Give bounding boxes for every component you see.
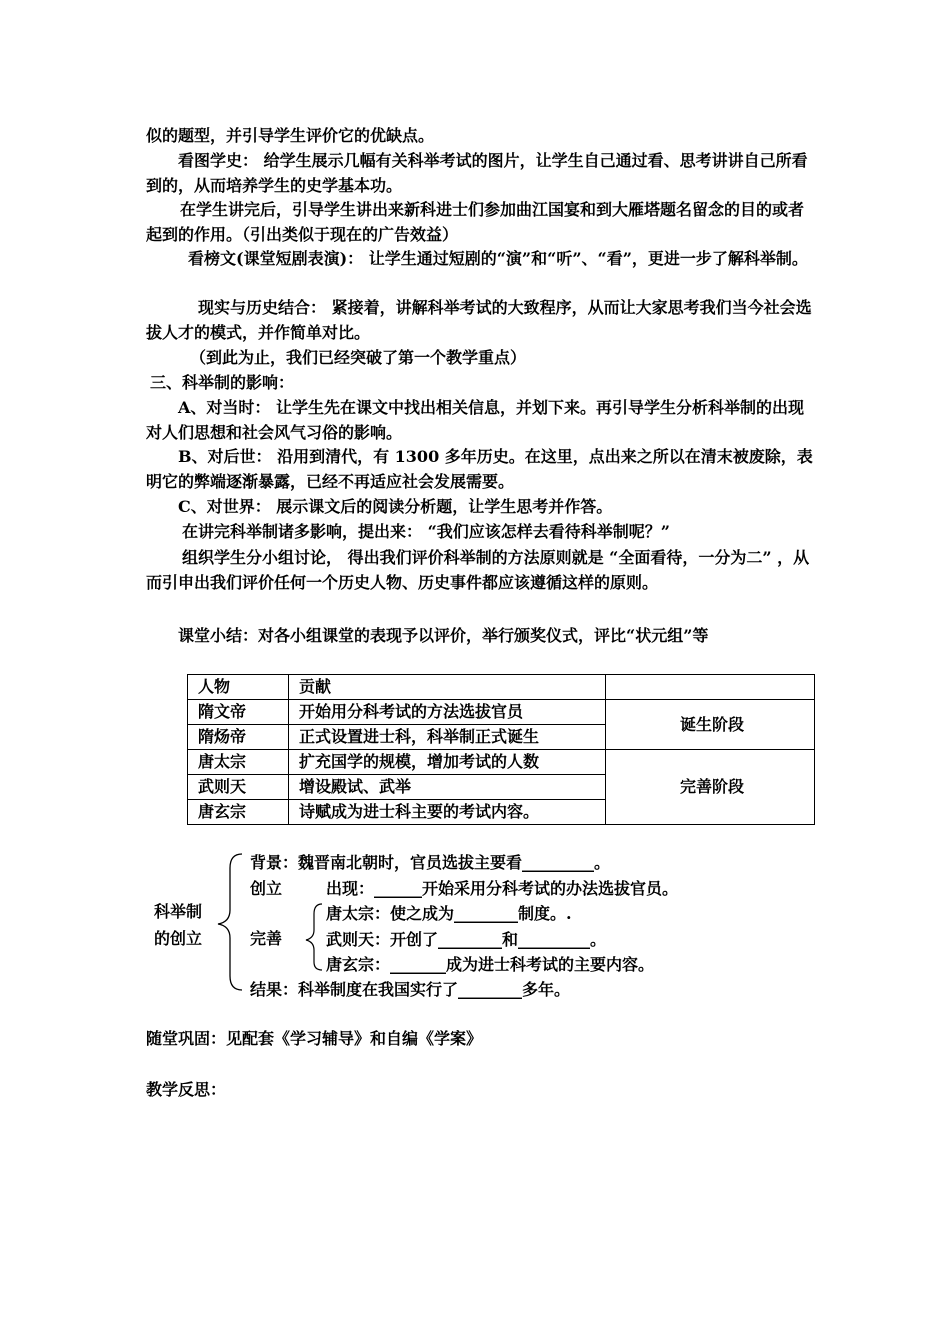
outer-brace xyxy=(218,854,242,990)
table-header-row xyxy=(188,675,815,700)
paragraph-discussion: 组织学生分小组讨论， 得出我们评价科举制的方法原则就是 “全面看待，一分为二” ，从而引申出我们评价任何一个历史人物、历史事件都应该遵循这样的原则。 xyxy=(146,548,810,592)
person-cell: 武则天 xyxy=(188,775,289,800)
person-cell: 隋炀帝 xyxy=(188,725,289,750)
paragraph-1: 似的题型，并引导学生评价它的优缺点。 xyxy=(146,126,435,145)
contribution-cell: 诗赋成为进士科主要的考试内容。 xyxy=(289,800,606,825)
diagram-result: 结果：科举制度在我国实行了________多年。 xyxy=(250,980,571,999)
header-contribution: 贡献 xyxy=(289,675,606,700)
header-person: 人物 xyxy=(188,675,289,700)
paragraph-summary: 课堂小结：对各小组课堂的表现予以评价，举行颁奖仪式，评比“状元组”等 xyxy=(178,626,709,645)
diagram-root-line2: 的创立 xyxy=(154,929,203,948)
paragraph-c: C、对世界： 展示课文后的阅读分析题，让学生思考并作答。 xyxy=(178,497,613,516)
diagram-tang-taizong: 唐太宗：使之成为________制度。. xyxy=(326,904,572,923)
reflection-heading: 教学反思： xyxy=(146,1080,227,1099)
table-row xyxy=(188,700,815,725)
diagram-tang-xuanzong: 唐玄宗：_______成为进士科考试的主要内容。 xyxy=(326,955,655,974)
paragraph-3: 在学生讲完后，引导学生讲出来新科进士们参加曲江国宴和到大雁塔题名留念的目的或者起到的作用。（引出类似于现在的广告效益） xyxy=(146,200,805,244)
diagram-perfect-label: 完善 xyxy=(250,929,283,948)
diagram-root-line1: 科举制 xyxy=(154,902,203,921)
contribution-cell: 开始用分科考试的方法选拔官员 xyxy=(289,700,606,725)
paragraph-b: B、对后世： 沿用到清代，有 1300 多年历史。在这里，点出来之所以在清末被废除，表明它的弊端逐渐暴露，已经不再适应社会发展需要。 xyxy=(146,447,813,491)
paragraph-5: 现实与历史结合： 紧接着，讲解科举考试的大致程序，从而让大家思考我们当今社会选拔人才的模式，并作简单对比。 xyxy=(146,298,812,342)
person-cell: 隋文帝 xyxy=(188,700,289,725)
consolidation-line: 随堂巩固：见配套《学习辅导》和自编《学案》 xyxy=(146,1029,483,1048)
diagram-wu-zetian: 武则天：开创了________和_________。 xyxy=(326,930,607,949)
paragraph-4: 看榜文(课堂短剧表演)： 让学生通过短剧的“演”和“听”、“看”，更进一步了解科举制。 xyxy=(188,249,808,268)
paragraph-6: （到此为止，我们已经突破了第一个教学重点） xyxy=(190,348,527,367)
stage-cell-birth: 诞生阶段 xyxy=(606,700,815,750)
contribution-cell: 扩充国学的规模，增加考试的人数 xyxy=(289,750,606,775)
paragraph-a: A、对当时： 让学生先在课文中找出相关信息，并划下来。再引导学生分析科举制的出现对人们思想和社会风气习俗的影响。 xyxy=(146,398,804,442)
paragraph-question: 在讲完科举制诸多影响，提出来： “我们应该怎样去看待科举制呢？” xyxy=(182,522,670,541)
stage-cell-perfect: 完善阶段 xyxy=(606,750,815,825)
diagram-create-label: 创立 xyxy=(250,879,283,898)
person-cell: 唐玄宗 xyxy=(188,800,289,825)
diagram-appear: 出现：______开始采用分科考试的办法选拔官员。 xyxy=(326,879,679,898)
history-table xyxy=(187,674,815,825)
person-cell: 唐太宗 xyxy=(188,750,289,775)
contribution-cell: 正式设置进士科，科举制正式诞生 xyxy=(289,725,606,750)
keju-structure-diagram xyxy=(146,850,846,1010)
contribution-cell: 增设殿试、武举 xyxy=(289,775,606,800)
diagram-background: 背景：魏晋南北朝时，官员选拔主要看_________。 xyxy=(250,853,611,872)
section-heading-3: 三、科举制的影响： xyxy=(150,373,295,392)
inner-brace xyxy=(306,904,322,970)
table-row xyxy=(188,750,815,775)
paragraph-2: 看图学史： 给学生展示几幅有关科举考试的图片，让学生自己通过看、思考讲讲自己所看到的，从而培养学生的史学基本功。 xyxy=(146,151,808,195)
header-stage xyxy=(606,675,815,700)
